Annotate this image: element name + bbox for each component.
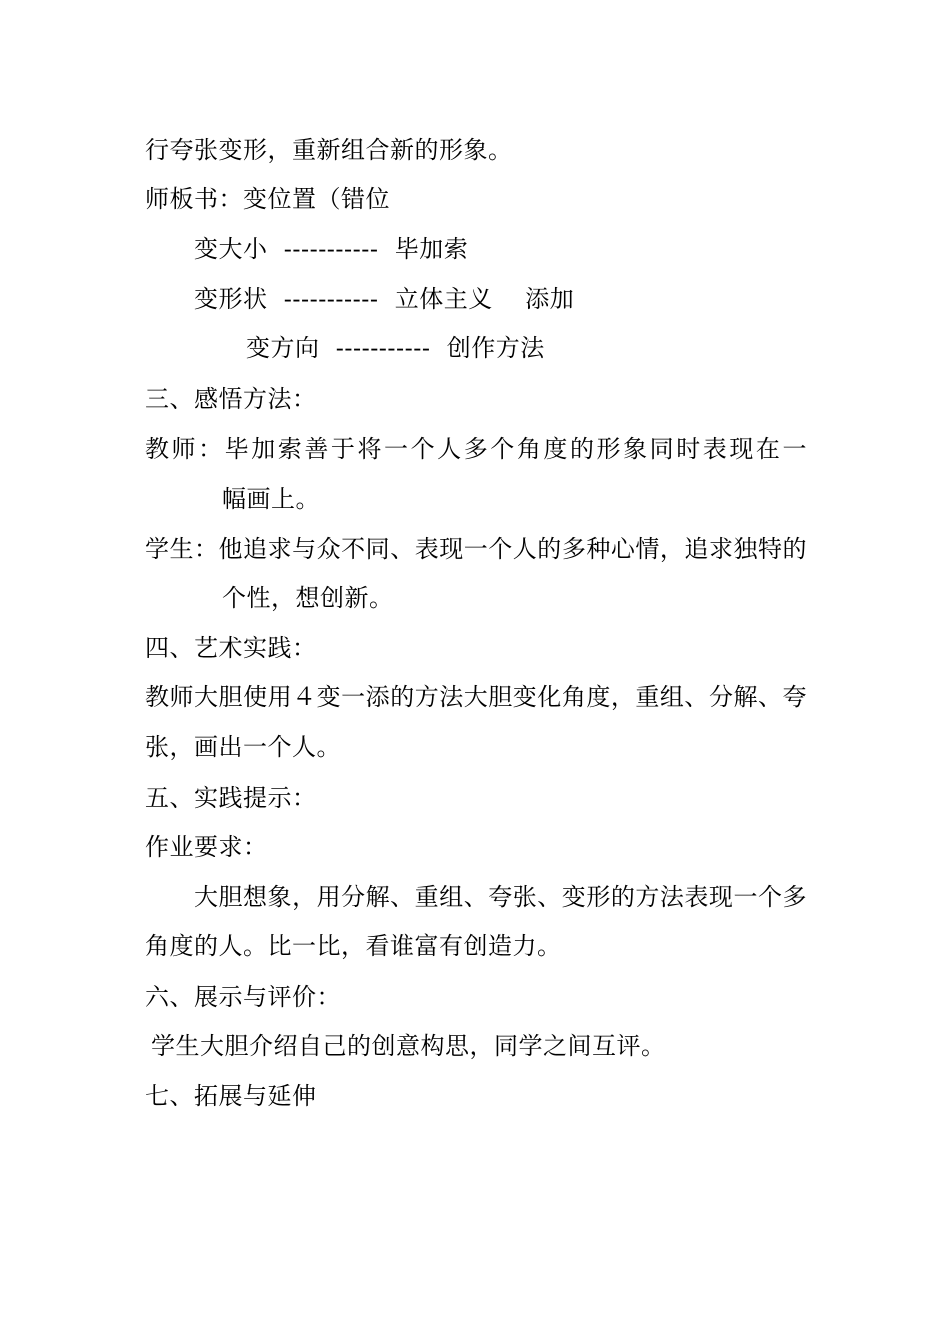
text-line: 教师：毕加索善于将一个人多个角度的形象同时表现在一: [145, 435, 807, 463]
text-line: 教师大胆使用４变一添的方法大胆变化角度，重组、分解、夸: [145, 683, 807, 711]
section-heading: 六、展示与评价：: [145, 983, 341, 1011]
text-line: 幅画上。: [222, 485, 320, 513]
section-heading: 五、实践提示：: [145, 784, 317, 812]
text-line: 张，画出一个人。: [145, 733, 341, 761]
text-line: 变方向 ----------- 创作方法: [246, 334, 545, 362]
text-line: 大胆想象，用分解、重组、夸张、变形的方法表现一个多: [194, 883, 807, 911]
section-heading: 三、感悟方法：: [145, 385, 317, 413]
section-heading: 四、艺术实践：: [145, 634, 317, 662]
text-line: 变形状 ----------- 立体主义 添加: [194, 285, 575, 313]
text-line: 师板书：变位置（错位: [145, 185, 390, 213]
text-line: 角度的人。比一比，看谁富有创造力。: [145, 932, 562, 960]
text-line: 个性，想创新。: [222, 584, 394, 612]
text-line: 学生：他追求与众不同、表现一个人的多种心情，追求独特的: [145, 535, 807, 563]
text-line: 学生大胆介绍自己的创意构思，同学之间互评。: [151, 1032, 666, 1060]
text-line: 作业要求：: [145, 833, 268, 861]
section-heading: 七、拓展与延伸: [145, 1082, 317, 1110]
text-line: 行夸张变形，重新组合新的形象。: [145, 136, 513, 164]
text-line: 变大小 ----------- 毕加索: [194, 235, 469, 263]
